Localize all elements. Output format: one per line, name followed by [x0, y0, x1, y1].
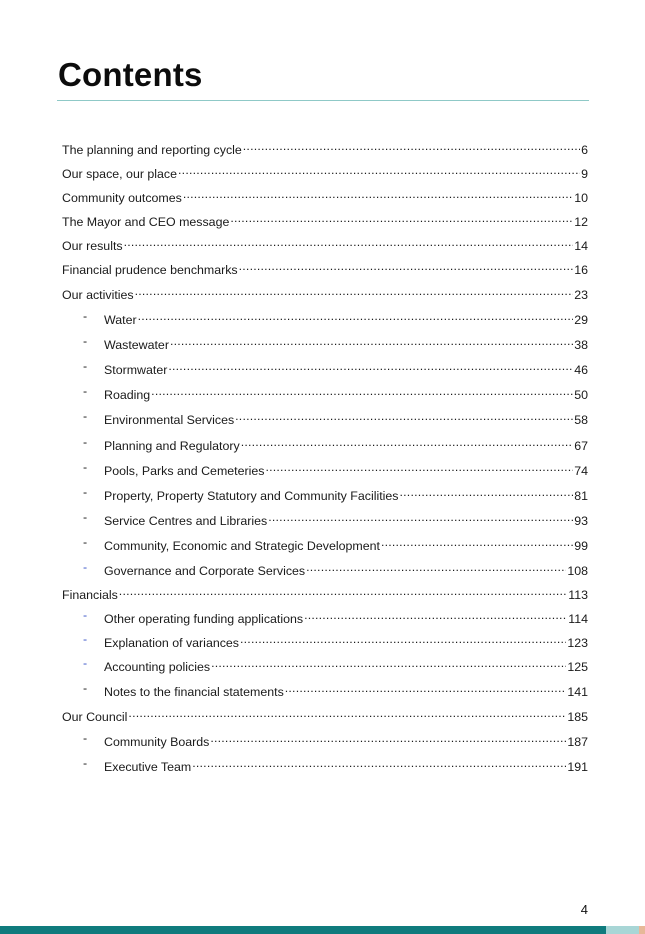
toc-page-number: 67	[574, 439, 588, 453]
toc-bullet: -	[83, 632, 88, 646]
toc-page-number: 114	[568, 612, 588, 626]
toc-bullet: -	[83, 409, 88, 423]
toc-entry-label: Community outcomes	[62, 191, 182, 205]
toc-entry-label: Our activities	[62, 288, 134, 302]
toc-page-number: 10	[574, 191, 588, 205]
toc-dot-leader	[268, 509, 573, 525]
toc-bullet: -	[83, 681, 88, 695]
toc-subentry[interactable]	[83, 358, 588, 377]
toc-subentry[interactable]	[83, 607, 588, 626]
toc-subentry[interactable]	[83, 383, 588, 402]
toc-entry-label: Property, Property Statutory and Community Facilities	[104, 489, 399, 503]
toc-dot-leader	[381, 534, 573, 550]
toc-dot-leader	[235, 408, 573, 424]
toc-page-number: 108	[567, 564, 588, 578]
toc-bullet: -	[83, 485, 88, 499]
toc-entry[interactable]	[62, 210, 588, 229]
toc-entry-label: Roading	[104, 388, 151, 402]
toc-page-number: 141	[567, 685, 588, 699]
toc-bullet: -	[83, 510, 88, 524]
toc-entry-label: Our results	[62, 239, 123, 253]
toc-entry-label: Environmental Services	[104, 413, 235, 427]
toc-page-number: 29	[574, 313, 588, 327]
toc-subentry[interactable]	[83, 408, 588, 427]
toc-page-number: 81	[574, 489, 588, 503]
toc-dot-leader	[170, 333, 573, 349]
toc-dot-leader	[128, 705, 566, 721]
toc-entry-label: Executive Team	[104, 760, 192, 774]
toc-subentry[interactable]	[83, 730, 588, 749]
toc-entry-label: Financials	[62, 588, 118, 602]
toc-page-number: 113	[568, 588, 588, 602]
toc-dot-leader	[243, 138, 580, 154]
toc-page-number: 12	[574, 215, 588, 229]
toc-entry[interactable]	[62, 234, 588, 253]
toc-bullet: -	[83, 535, 88, 549]
toc-subentry[interactable]	[83, 308, 588, 327]
toc-bullet: -	[83, 309, 88, 323]
toc-bullet: -	[83, 608, 88, 622]
toc-entry-label: Pools, Parks and Cemeteries	[104, 464, 265, 478]
toc-dot-leader	[135, 283, 574, 299]
toc-page-number: 58	[574, 413, 588, 427]
toc-dot-leader	[239, 258, 574, 274]
toc-entry-label: Water	[104, 313, 137, 327]
toc-dot-leader	[183, 186, 573, 202]
toc-bullet: -	[83, 334, 88, 348]
toc-entry[interactable]	[62, 583, 588, 602]
toc-subentry[interactable]	[83, 559, 588, 578]
toc-page-number: 99	[574, 539, 588, 553]
toc-page-number: 6	[581, 143, 588, 157]
toc-subentry[interactable]	[83, 655, 588, 674]
toc-dot-leader	[124, 234, 574, 250]
toc-dot-leader	[240, 631, 566, 647]
toc-dot-leader	[285, 680, 567, 696]
toc-bullet: -	[83, 756, 88, 770]
toc-page-number: 185	[567, 710, 588, 724]
toc-page-number: 23	[574, 288, 588, 302]
toc-dot-leader	[211, 655, 566, 671]
toc-entry-label: Stormwater	[104, 363, 168, 377]
toc-entry-label: Community Boards	[104, 735, 210, 749]
toc-page-number: 9	[581, 167, 588, 181]
toc-bullet: -	[83, 359, 88, 373]
toc-entry-label: Notes to the financial statements	[104, 685, 284, 699]
toc-dot-leader	[230, 210, 573, 226]
toc-subentry[interactable]	[83, 459, 588, 478]
toc-subentry[interactable]	[83, 755, 588, 774]
toc-entry-label: Other operating funding applications	[104, 612, 304, 626]
toc-entry[interactable]	[62, 258, 588, 277]
toc-entry-label: Financial prudence benchmarks	[62, 263, 238, 277]
toc-subentry[interactable]	[83, 484, 588, 503]
toc-entry-label: Explanation of variances	[104, 636, 240, 650]
toc-page-number: 38	[574, 338, 588, 352]
toc-subentry[interactable]	[83, 631, 588, 650]
toc-page-number: 50	[574, 388, 588, 402]
toc-bullet: -	[83, 435, 88, 449]
toc-entry-label: Wastewater	[104, 338, 169, 352]
footer-bar	[0, 926, 606, 934]
toc-dot-leader	[192, 755, 566, 771]
page-title: Contents	[58, 56, 203, 93]
toc-bullet: -	[83, 731, 88, 745]
toc-entry-label: Service Centres and Libraries	[104, 514, 268, 528]
toc-bullet: -	[83, 460, 88, 474]
footer-bar-light	[606, 926, 639, 934]
toc-dot-leader	[151, 383, 573, 399]
toc-entry-label: Our space, our place	[62, 167, 178, 181]
toc-dot-leader	[119, 583, 567, 599]
toc-entry-label: Community, Economic and Strategic Development	[104, 539, 380, 553]
toc-entry-label: Accounting policies	[104, 660, 211, 674]
toc-entry[interactable]	[62, 283, 588, 302]
toc-dot-leader	[400, 484, 574, 500]
toc-entry[interactable]	[62, 705, 588, 724]
toc-entry-label: Our Council	[62, 710, 128, 724]
toc-dot-leader	[178, 162, 580, 178]
toc-dot-leader	[210, 730, 566, 746]
toc-bullet: -	[83, 384, 88, 398]
toc-subentry[interactable]	[83, 534, 588, 553]
toc-dot-leader	[265, 459, 573, 475]
toc-entry-label: The planning and reporting cycle	[62, 143, 242, 157]
toc-page-number: 46	[574, 363, 588, 377]
toc-bullet: -	[83, 560, 88, 574]
toc-dot-leader	[168, 358, 573, 374]
toc-page-number: 187	[567, 735, 588, 749]
toc-page-number: 93	[574, 514, 588, 528]
toc-page-number: 74	[574, 464, 588, 478]
toc-dot-leader	[306, 559, 566, 575]
toc-page-number: 14	[574, 239, 588, 253]
toc-dot-leader	[304, 607, 567, 623]
toc-bullet: -	[83, 656, 88, 670]
toc-subentry[interactable]	[83, 680, 588, 699]
toc-dot-leader	[241, 434, 573, 450]
toc-entry[interactable]	[62, 186, 588, 205]
toc-entry-label: The Mayor and CEO message	[62, 215, 230, 229]
toc-subentry[interactable]	[83, 333, 588, 352]
toc-entry-label: Governance and Corporate Services	[104, 564, 306, 578]
toc-entry-label: Planning and Regulatory	[104, 439, 240, 453]
toc-page-number: 123	[567, 636, 588, 650]
toc-page-number: 125	[567, 660, 588, 674]
page-number: 4	[580, 902, 588, 917]
toc-page-number: 191	[567, 760, 588, 774]
toc-subentry[interactable]	[83, 434, 588, 453]
toc-page-number: 16	[574, 263, 588, 277]
toc-dot-leader	[138, 308, 574, 324]
toc-entry[interactable]	[62, 138, 588, 157]
toc-entry[interactable]	[62, 162, 588, 181]
toc-subentry[interactable]	[83, 509, 588, 528]
footer-bar-accent	[639, 926, 645, 934]
